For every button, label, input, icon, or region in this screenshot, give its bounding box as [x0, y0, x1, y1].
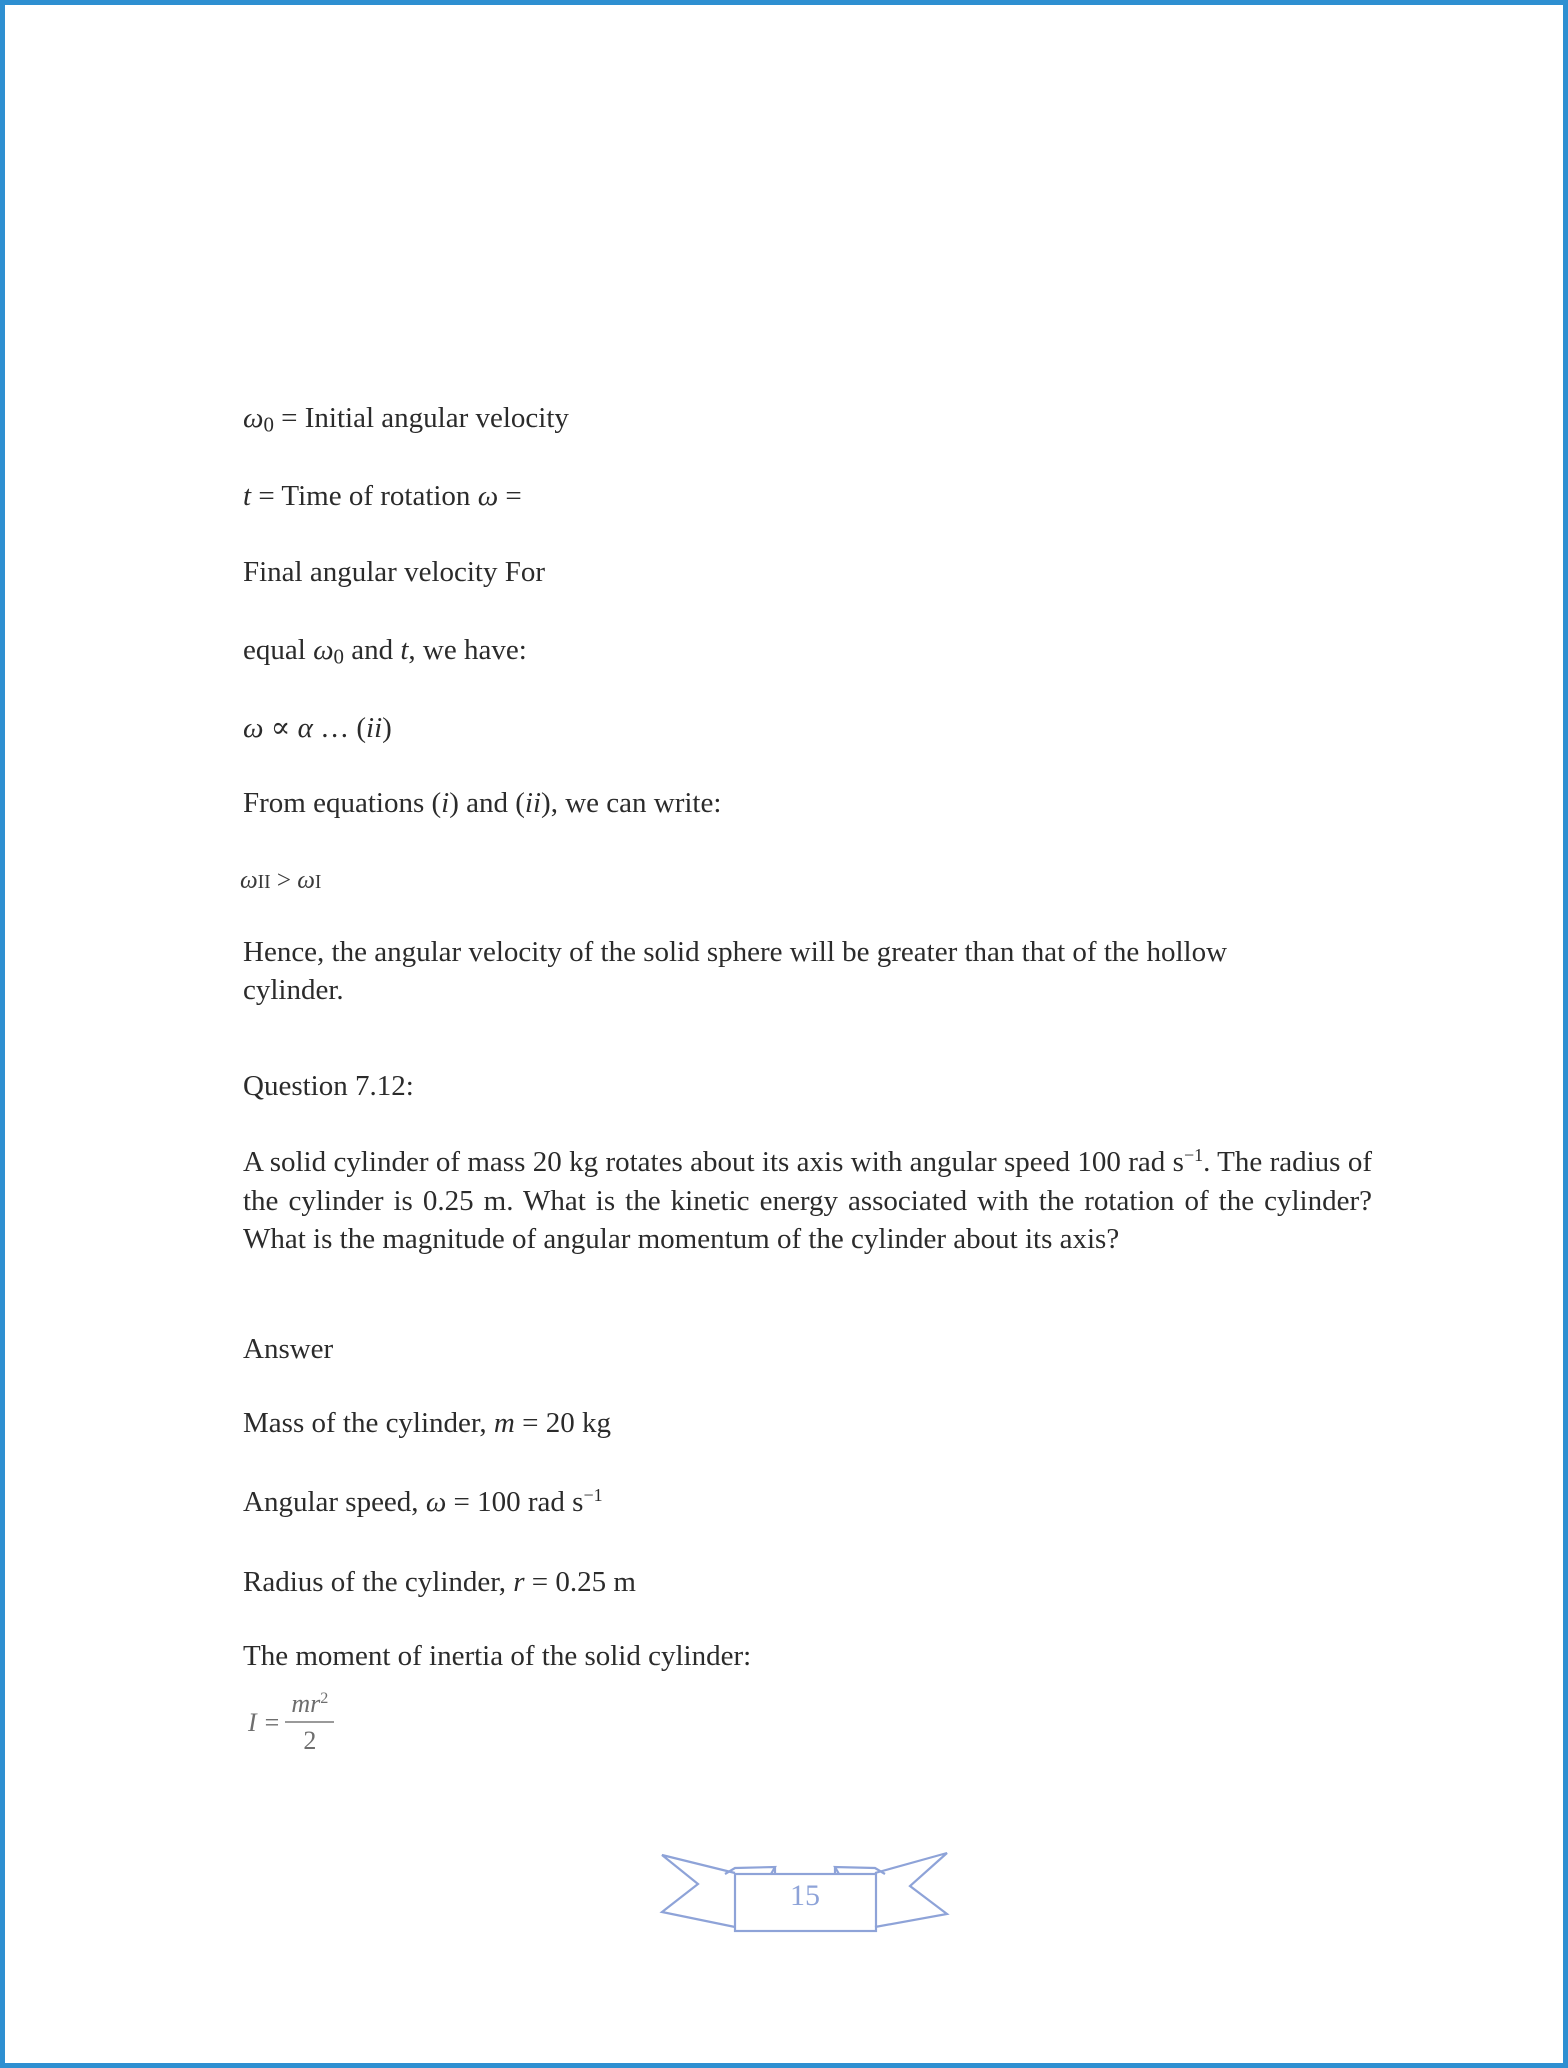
- subscript: II: [257, 872, 271, 893]
- subscript: I: [314, 872, 322, 893]
- question-text-part: . The radius of the cylinder is 0.25 m. What is the kinetic energy associated with the rotation of the cylinder? What is the magnitude of angular momentum of the cylinder about its axis?: [243, 1146, 1372, 1255]
- t-symbol: t: [243, 480, 252, 512]
- omega-symbol: ω: [425, 1486, 447, 1518]
- alpha-symbol: α: [297, 712, 313, 744]
- greater-than-symbol: >: [270, 867, 298, 894]
- text: , we have:: [408, 634, 527, 666]
- page-number: 15: [790, 1879, 820, 1912]
- text: From equations (: [243, 787, 442, 819]
- question-heading: Question 7.12:: [243, 1070, 414, 1102]
- equation-number: ii: [366, 712, 383, 744]
- radius-value: = 0.25 m: [524, 1566, 636, 1598]
- omega-symbol: ω: [240, 867, 258, 894]
- comparison-equation: [240, 866, 321, 898]
- equal-condition-line: [243, 631, 527, 669]
- question-text-part: A solid cylinder of mass 20 kg rotates about its axis with angular speed 100 rad s: [243, 1146, 1184, 1178]
- mass-line: [243, 1404, 611, 1442]
- conclusion-line-1: Hence, the angular velocity of the solid sphere will be greater than that of the hollow: [243, 936, 1228, 968]
- inertia-variable: I: [248, 1708, 257, 1737]
- equals-sign: =: [264, 1708, 280, 1737]
- omega0-definition: [243, 399, 569, 437]
- text: Mass of the cylinder,: [243, 1407, 494, 1439]
- equation-ref: ii: [524, 787, 542, 819]
- answer-heading: Answer: [243, 1333, 334, 1365]
- radius-line: [243, 1563, 636, 1601]
- subscript: 0: [333, 644, 344, 669]
- numerator-text: mr: [291, 1689, 321, 1718]
- equation-ref: i: [441, 787, 450, 819]
- definition-text: = Initial angular velocity: [273, 402, 569, 434]
- angular-speed-line: [243, 1483, 603, 1521]
- text: Radius of the cylinder,: [243, 1566, 514, 1598]
- mass-value: = 20 kg: [514, 1407, 611, 1439]
- definition-text: = Time of rotation: [251, 480, 478, 512]
- omega-symbol: ω: [297, 867, 315, 894]
- mass-variable: m: [493, 1407, 515, 1439]
- text: ): [382, 712, 392, 744]
- time-definition: [243, 477, 522, 515]
- text: ) and (: [449, 787, 525, 819]
- conclusion-line-2: cylinder.: [243, 974, 344, 1006]
- omega-symbol: ω: [243, 402, 264, 434]
- fraction: [285, 1689, 334, 1757]
- moment-of-inertia-equation: [248, 1684, 334, 1762]
- radius-variable: r: [513, 1566, 525, 1598]
- text: ), we can write:: [541, 787, 722, 819]
- omega-symbol: ω: [477, 480, 499, 512]
- subscript: 0: [263, 412, 274, 437]
- page-number-ribbon: [655, 1845, 955, 1940]
- final-velocity-line: Final angular velocity For: [243, 556, 546, 588]
- question-text: [243, 1143, 1372, 1259]
- from-equations-line: [243, 784, 721, 822]
- moment-of-inertia-label: The moment of inertia of the solid cylinder:: [243, 1640, 752, 1672]
- fraction-numerator: [285, 1689, 334, 1723]
- superscript: −1: [583, 1485, 603, 1506]
- speed-value: = 100 rad s: [446, 1486, 584, 1518]
- equals-text: =: [498, 480, 522, 512]
- omega-symbol: ω: [313, 634, 334, 666]
- proportional-symbol: ∝: [263, 712, 298, 744]
- text: and: [343, 634, 401, 666]
- superscript: 2: [320, 1690, 329, 1708]
- omega-symbol: ω: [243, 712, 264, 744]
- text: equal: [243, 634, 314, 666]
- superscript: −1: [1183, 1145, 1204, 1166]
- fraction-denominator: 2: [303, 1726, 317, 1755]
- text: Angular speed,: [243, 1486, 426, 1518]
- proportionality-equation: [243, 709, 392, 747]
- text: … (: [312, 712, 367, 744]
- t-symbol: t: [400, 634, 409, 666]
